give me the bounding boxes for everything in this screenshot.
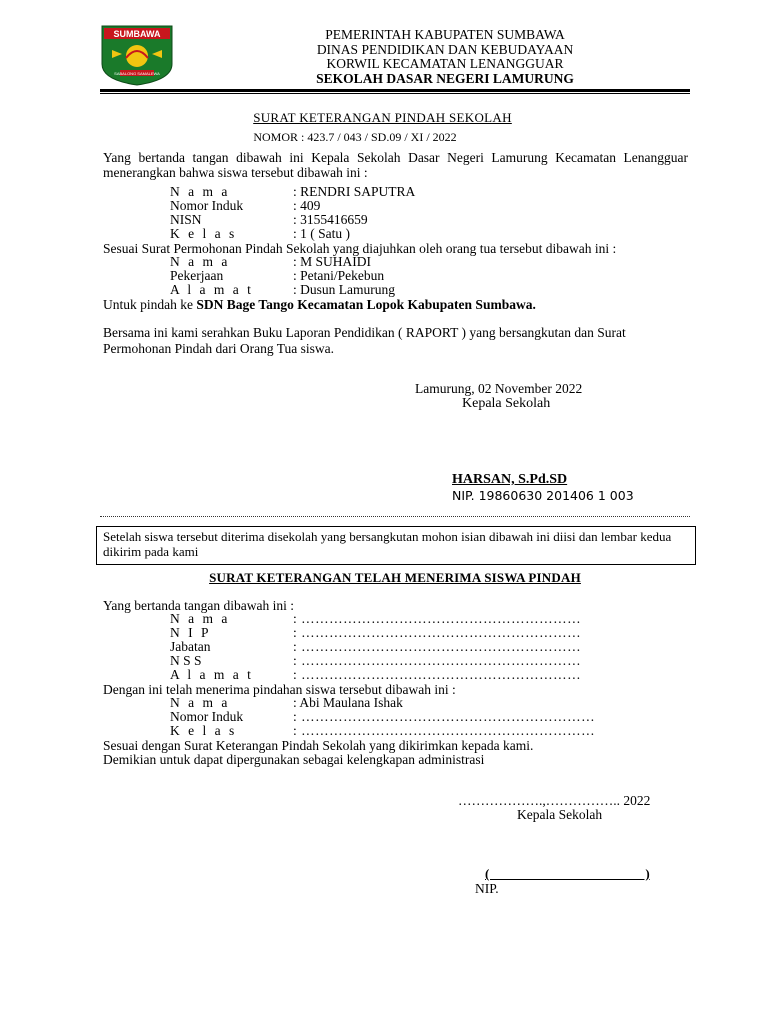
move-target-line [103, 297, 536, 312]
field-label: K e l a s [170, 226, 237, 241]
move-prefix: Untuk pindah ke [103, 297, 197, 312]
field-value: : M SUHAIDI [293, 254, 372, 269]
receipt-signer-position: Kepala Sekolah [517, 807, 603, 822]
document-title: SURAT KETERANGAN PINDAH SEKOLAH [253, 110, 512, 125]
received-student-intro: Dengan ini telah menerima pindahan siswa tersebut dibawah ini : [103, 682, 456, 697]
field-label: Nomor Induk [170, 198, 244, 213]
field-value: : 3155416659 [293, 212, 368, 227]
cut-line [100, 516, 690, 517]
field-value: : …………………………………………………… [293, 653, 582, 668]
logo-text: SUMBAWA [113, 29, 161, 39]
parent-intro: Sesuai Surat Permohonan Pindah Sekolah yang diajuhkan oleh orang tua tersebut dibawah ini : [103, 241, 617, 256]
field-label: Nomor Induk [170, 709, 244, 724]
field-label: A l a m a t [170, 282, 254, 297]
signer-name: HARSAN, S.Pd.SD [452, 472, 568, 487]
sumbawa-logo [100, 24, 174, 86]
field-label: Jabatan [170, 639, 211, 654]
move-target: SDN Bage Tango Kecamatan Lopok Kabupaten Sumbawa. [196, 297, 536, 312]
field-value: : RENDRI SAPUTRA [293, 184, 416, 199]
field-label: Pekerjaan [170, 268, 224, 283]
letterhead [190, 28, 700, 86]
field-value: : …………………………………………………… [293, 667, 582, 682]
receipt-nip: NIP. [475, 881, 499, 896]
field-label: K e l a s [170, 723, 237, 738]
field-value: : 409 [293, 198, 321, 213]
signer-nip: NIP. 19860630 201406 1 003 [452, 488, 634, 503]
field-value: : ……………………………………………………… [293, 709, 596, 724]
receipt-intro: Yang bertanda tangan dibawah ini : [103, 598, 294, 613]
closing-line-1: Sesuai dengan Surat Keterangan Pindah Sekolah yang dikirimkan kepada kami. [103, 738, 534, 753]
document-number: NOMOR : 423.7 / 043 / SD.09 / XI / 2022 [253, 130, 457, 144]
field-value: : …………………………………………………… [293, 611, 582, 626]
field-value: : Petani/Pekebun [293, 268, 385, 283]
field-label: N a m a [170, 695, 230, 710]
field-value: : Dusun Lamurung [293, 282, 395, 297]
intro-paragraph: Yang bertanda tangan dibawah ini Kepala Sekolah Dasar Negeri Lamurung Kecamatan Lenangguar menerangkan bahwa siswa tersebut dibawah ini : [103, 150, 688, 180]
field-label: A l a m a t [170, 667, 254, 682]
field-label: N S S [170, 653, 202, 668]
letterhead-line3: KORWIL KECAMATAN LENANGGUAR [326, 56, 564, 71]
field-label: N a m a [170, 184, 230, 199]
logo-subtext: SABALONG SAMALEWA [114, 71, 160, 76]
field-value: : …………………………………………………… [293, 639, 582, 654]
signature-line: ( ) [485, 866, 650, 881]
field-value: : 1 ( Satu ) [293, 226, 350, 241]
header-rule-thick [100, 89, 690, 92]
handover-line-1: Bersama ini kami serahkan Buku Laporan Pendidikan ( RAPORT ) yang bersangkutan dan Surat [103, 325, 626, 340]
receipt-title: SURAT KETERANGAN TELAH MENERIMA SISWA PINDAH [209, 570, 581, 585]
letterhead-line1: PEMERINTAH KABUPATEN SUMBAWA [325, 27, 565, 42]
field-value: : …………………………………………………… [293, 625, 582, 640]
closing-line-2: Demikian untuk dapat dipergunakan sebagai kelengkapan administrasi [103, 752, 485, 767]
letterhead-school: SEKOLAH DASAR NEGERI LAMURUNG [316, 70, 574, 86]
letterhead-line2: DINAS PENDIDIKAN DAN KEBUDAYAAN [316, 41, 574, 57]
field-label: N a m a [170, 254, 230, 269]
instruction-note: Setelah siswa tersebut diterima disekolah yang bersangkutan mohon isian dibawah ini diisi dan lembar kedua dikirim pada kami [96, 526, 696, 565]
receipt-place-date: ……………….,…………….. 2022 [458, 793, 651, 808]
field-label: N a m a [170, 611, 230, 626]
signer-position: Kepala Sekolah [462, 396, 551, 411]
field-value: : Abi Maulana Ishak [293, 695, 403, 710]
field-label: N I P [170, 625, 212, 640]
handover-line-2: Permohonan Pindah dari Orang Tua siswa. [103, 341, 334, 356]
place-date: Lamurung, 02 November 2022 [415, 381, 583, 396]
field-value: : ……………………………………………………… [293, 723, 596, 738]
header-rule-thin [100, 93, 690, 94]
field-label: NISN [170, 212, 202, 227]
